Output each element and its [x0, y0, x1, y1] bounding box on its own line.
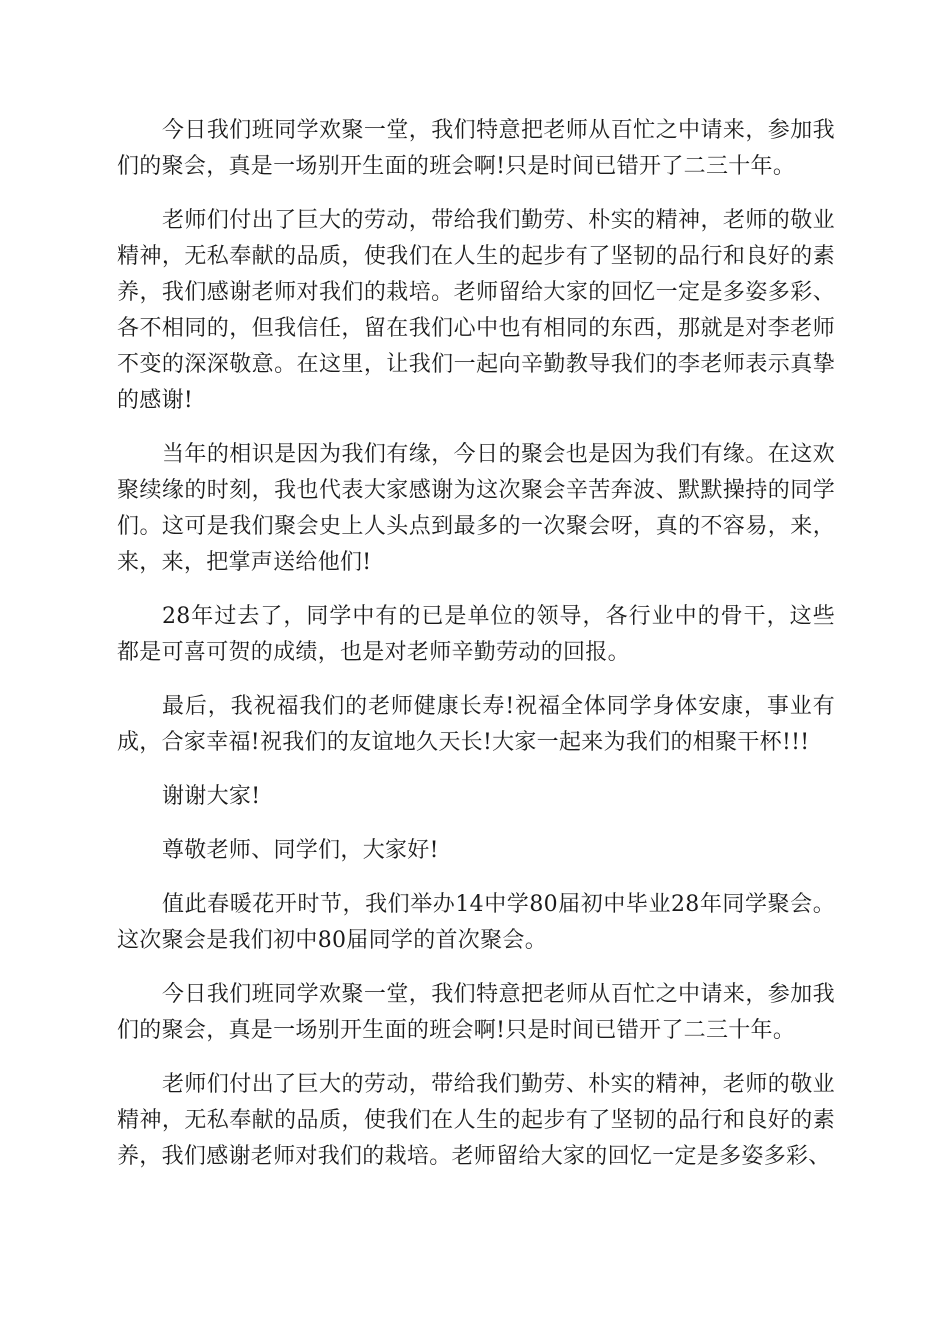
paragraph-7: 尊敬老师、同学们，大家好! — [162, 838, 439, 863]
paragraph-10: 老师们付出了巨大的劳动，带给我们勤劳、朴实的精神，老师的敬业精神，无私奉献的品质，使我们在人生的起步有了坚韧的品行和良好的素养，我们感谢老师对我们的栽培。老师留给大家的回忆一定是多姿多彩、 — [117, 1072, 835, 1169]
paragraph-5: 最后，我祝福我们的老师健康长寿!祝福全体同学身体安康，事业有成，合家幸福!祝我们的友谊地久天长!大家一起来为我们的相聚干杯!!! — [117, 694, 835, 755]
paragraph-8: 值此春暖花开时节，我们举办14中学80届初中毕业28年同学聚会。这次聚会是我们初中80届同学的首次聚会。 — [117, 892, 835, 953]
paragraph-4: 28年过去了，同学中有的已是单位的领导，各行业中的骨干，这些都是可喜可贺的成绩，也是对老师辛勤劳动的回报。 — [117, 604, 835, 665]
paragraph-1: 今日我们班同学欢聚一堂，我们特意把老师从百忙之中请来，参加我们的聚会，真是一场别开生面的班会啊!只是时间已错开了二三十年。 — [117, 118, 835, 179]
paragraph-9: 今日我们班同学欢聚一堂，我们特意把老师从百忙之中请来，参加我们的聚会，真是一场别开生面的班会啊!只是时间已错开了二三十年。 — [117, 982, 835, 1043]
paragraph-6: 谢谢大家! — [162, 784, 261, 809]
document-body — [117, 113, 835, 1193]
paragraph-3: 当年的相识是因为我们有缘，今日的聚会也是因为我们有缘。在这欢聚续缘的时刻，我也代表大家感谢为这次聚会辛苦奔波、默默操持的同学们。这可是我们聚会史上人头点到最多的一次聚会呀，真的不容易，来，来，来，把掌声送给他们! — [117, 442, 835, 575]
paragraph-2: 老师们付出了巨大的劳动，带给我们勤劳、朴实的精神，老师的敬业精神，无私奉献的品质，使我们在人生的起步有了坚韧的品行和良好的素养，我们感谢老师对我们的栽培。老师留给大家的回忆一定是多姿多彩、各不相同的，但我信任，留在我们心中也有相同的东西，那就是对李老师不变的深深敬意。在这里，让我们一起向辛勤教导我们的李老师表示真挚的感谢! — [117, 208, 835, 413]
